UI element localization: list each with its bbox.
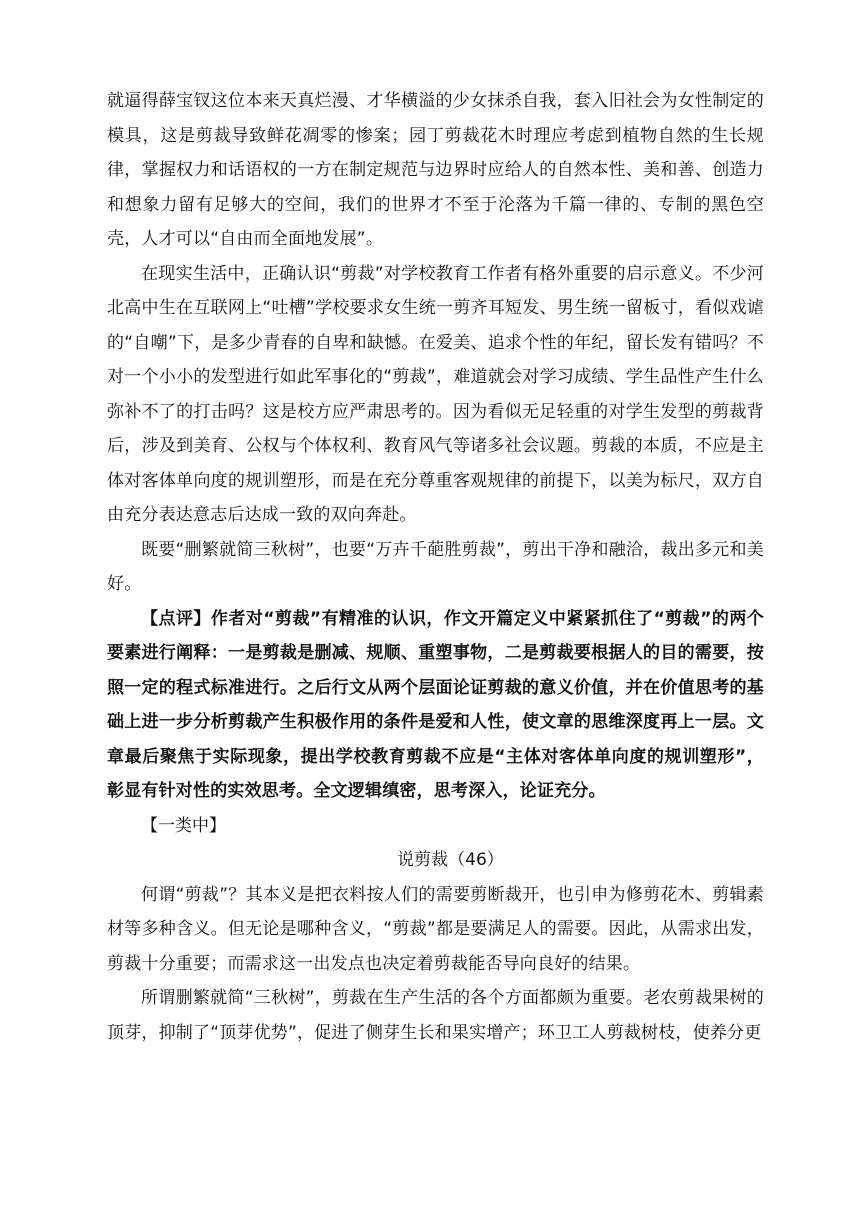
body-paragraph: 何谓“剪裁”？其本义是把衣料按人们的需要剪断裁开，也引申为修剪花木、剪辑素材等多种含义。但无论是哪种含义，“剪裁”都是要满足人的需要。因此，从需求出发，剪裁十分重要；而需求这一出发点也决定着剪裁能否导向良好的结果。 <box>107 884 764 974</box>
body-paragraph: 既要“删繁就简三秋树”，也要“万卉千葩胜剪裁”，剪出干净和融洽，裁出多元和美好。 <box>107 539 764 594</box>
body-paragraph: 所谓删繁就简“三秋树”，剪裁在生产生活的各个方面都颇为重要。老农剪裁果树的顶芽，抑制了“顶芽优势”，促进了侧芽生长和果实增产；环卫工人剪裁树枝，使养分更 <box>107 988 764 1043</box>
comment-paragraph: 【点评】作者对“剪裁”有精准的认识，作文开篇定义中紧紧抓住了“剪裁”的两个要素进行阐释：一是剪裁是删减、规顺、重塑事物，二是剪裁要根据人的目的需要，按照一定的程式标准进行。之后行文从两个层面论证剪裁的意义价值，并在价值思考的基础上进一步分析剪裁产生积极作用的条件是爱和人性，使文章的思维深度再上一层。文章最后聚焦于实际现象，提出学校教育剪裁不应是“主体对客体单向度的规训塑形”，彰显有针对性的实效思考。全文逻辑缜密，思考深入，论证充分。 <box>107 608 764 801</box>
grade-tag: 【一类中】 <box>141 815 226 836</box>
essay-title: 说剪裁（46） <box>397 850 504 870</box>
body-paragraph: 就逼得薛宝钗这位本来天真烂漫、才华横溢的少女抹杀自我，套入旧社会为女性制定的模具，这是剪裁导致鲜花凋零的惨案；园丁剪裁花木时理应考虑到植物自然的生长规律，掌握权力和话语权的一方在制定规范与边界时应给人的自然本性、美和善、创造力和想象力留有足够大的空间，我们的世界才不至于沦落为千篇一律的、专制的黑色空壳，人才可以“自由而全面地发展”。 <box>107 91 764 249</box>
body-paragraph: 在现实生活中，正确认识“剪裁”对学校教育工作者有格外重要的启示意义。不少河北高中生在互联网上“吐槽”学校要求女生统一剪齐耳短发、男生统一留板寸，看似戏谑的“自嘲”下，是多少青春的自卑和缺憾。在爱美、追求个性的年纪，留长发有错吗？不对一个小小的发型进行如此军事化的“剪裁”，难道就会对学习成绩、学生品性产生什么弥补不了的打击吗？这是校方应严肃思考的。因为看似无足轻重的对学生发型的剪裁背后，涉及到美育、公权与个体权利、教育风气等诸多社会议题。剪裁的本质，不应是主体对客体单向度的规训塑形，而是在充分尊重客观规律的前提下，以美为标尺，双方自由充分表达意志后达成一致的双向奔赴。 <box>107 263 764 525</box>
